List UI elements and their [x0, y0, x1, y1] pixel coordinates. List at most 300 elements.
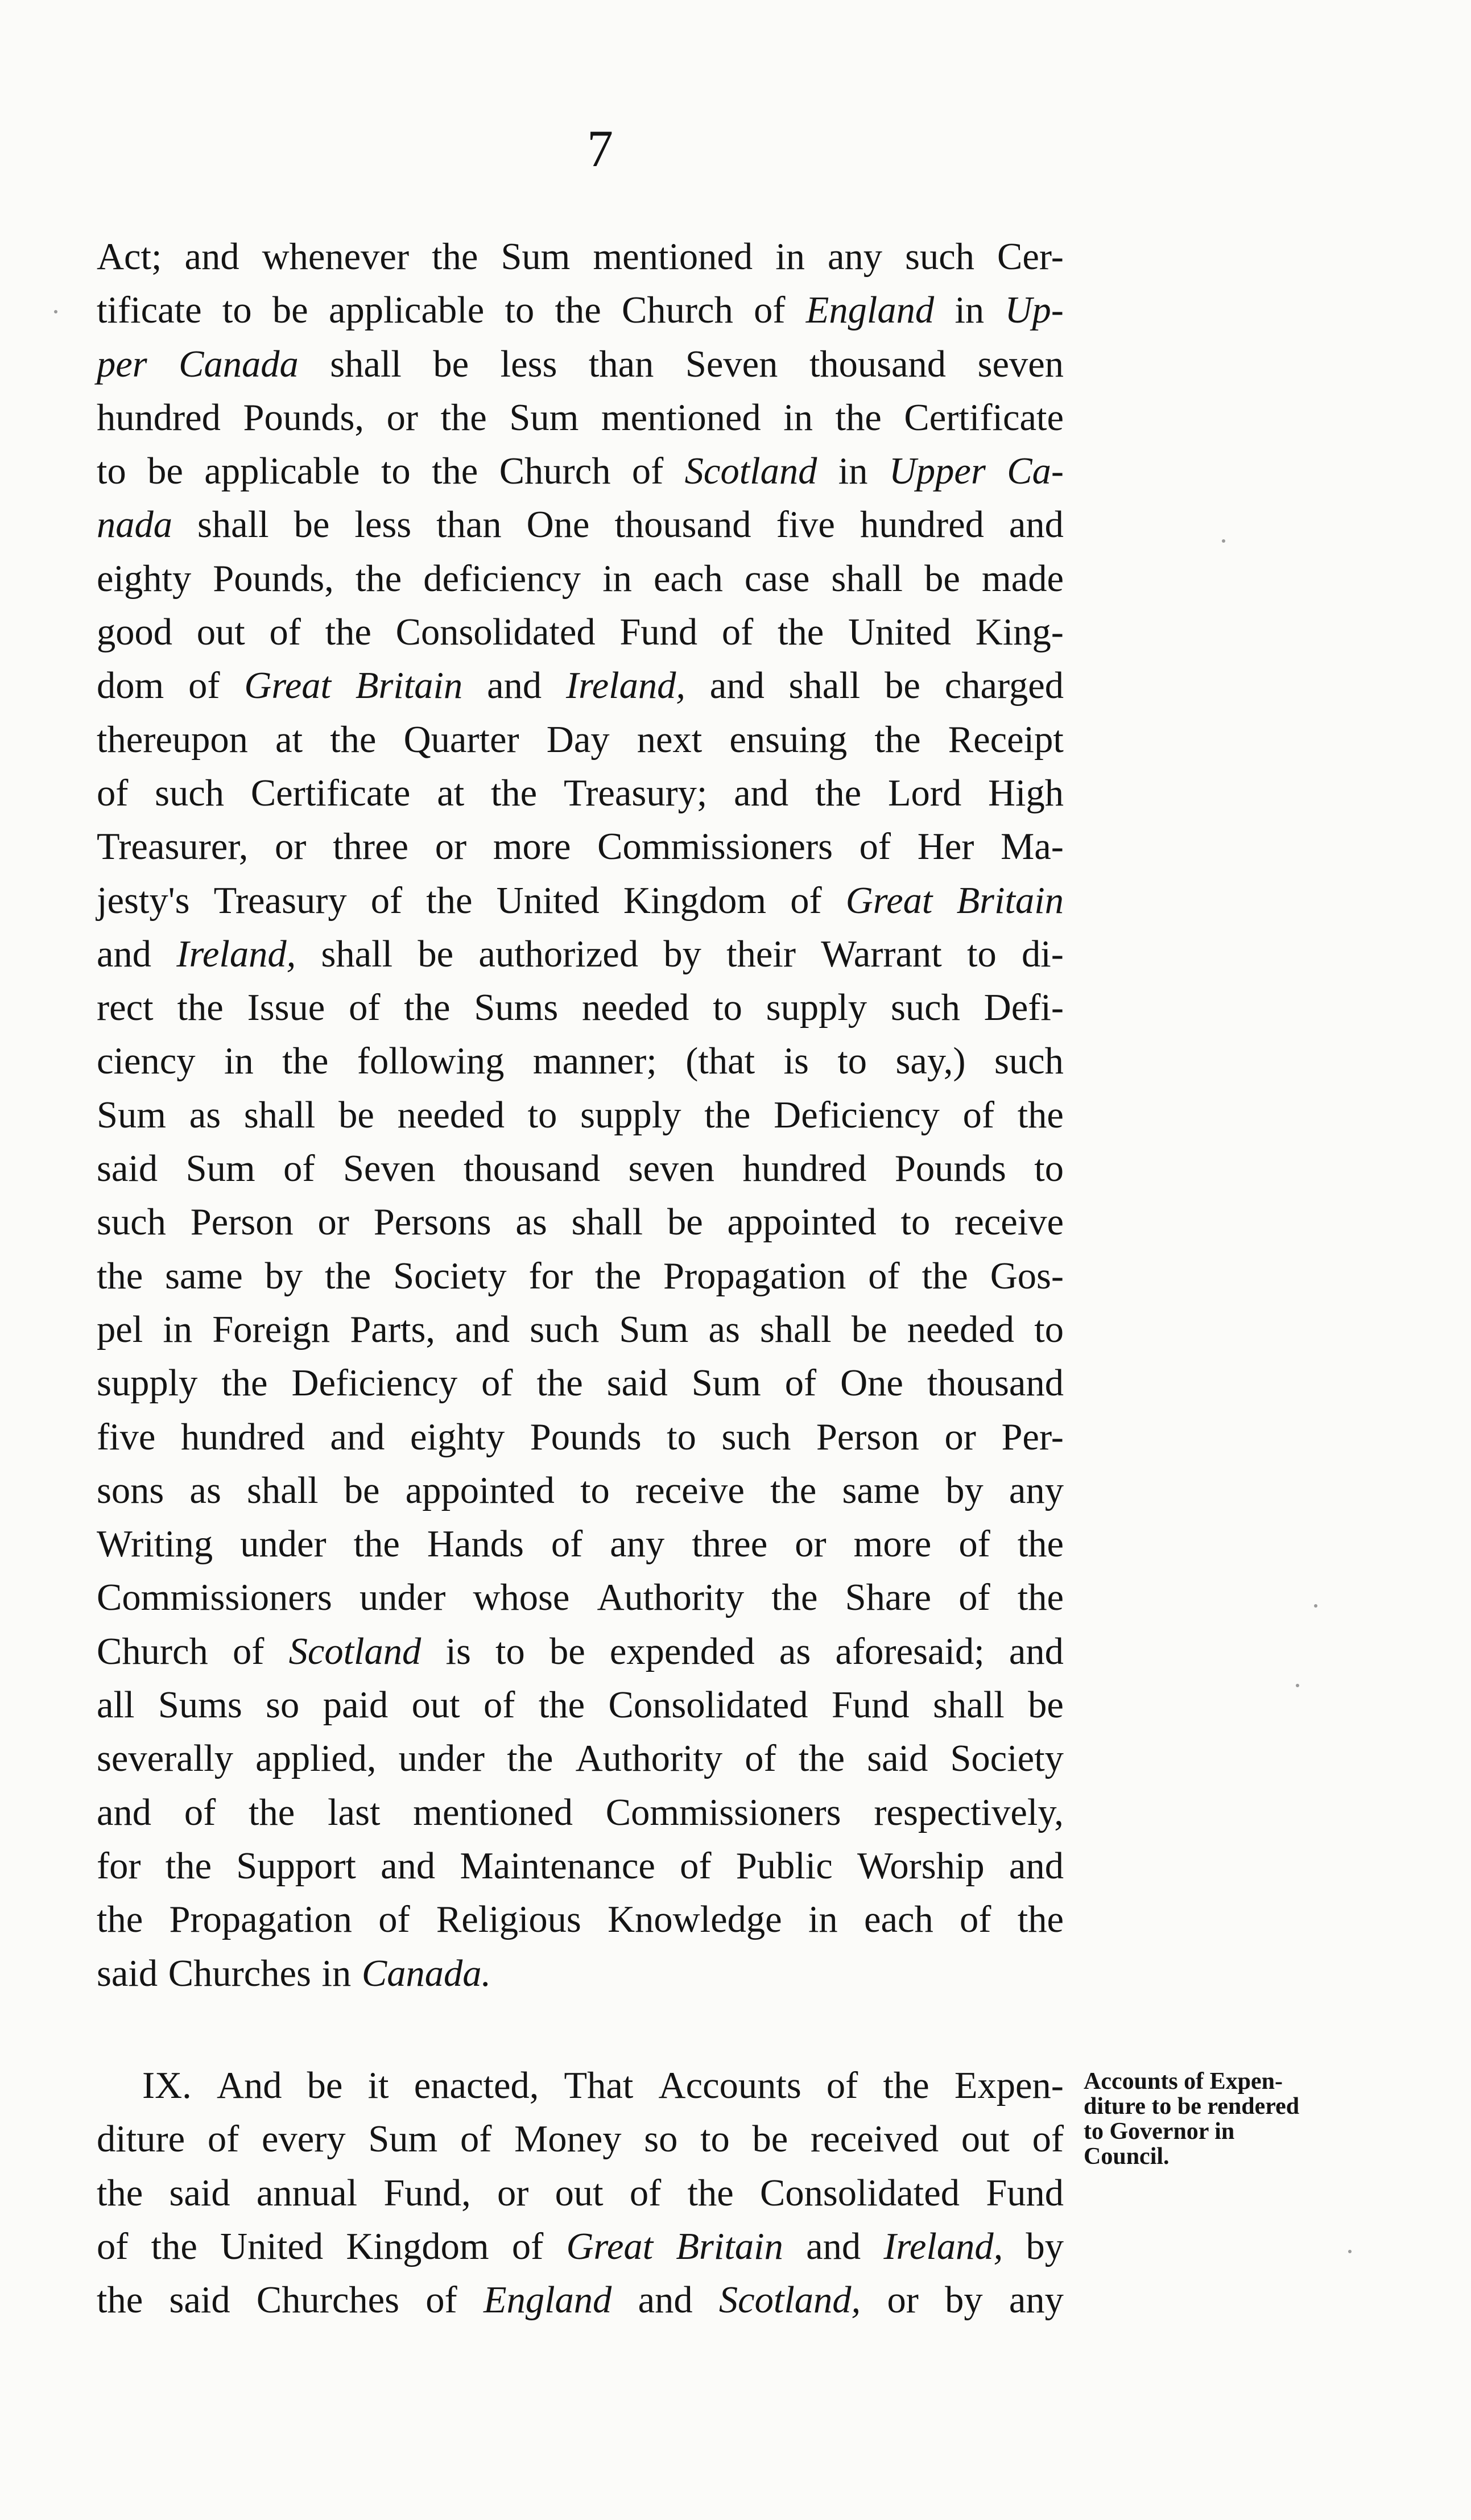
word: or	[497, 2172, 529, 2214]
word: received	[810, 2118, 939, 2160]
word: as	[189, 1094, 221, 1136]
word: the	[1017, 1094, 1064, 1136]
word: Persons	[373, 1201, 491, 1244]
word: the	[97, 2279, 143, 2321]
marginal-note-line: Accounts of Expen-	[1084, 2068, 1283, 2095]
word: to	[381, 451, 411, 493]
word: and	[381, 1845, 436, 1887]
word: of	[868, 1255, 900, 1297]
marginal-note	[1084, 2069, 1436, 2169]
word: Person	[816, 1416, 919, 1458]
text-line	[97, 1786, 1064, 1840]
word: the	[490, 772, 538, 814]
word: in	[163, 1308, 193, 1350]
word: the	[536, 1362, 583, 1404]
word: di-	[1022, 933, 1064, 975]
word: ciency	[97, 1040, 196, 1083]
word: tificate	[97, 290, 202, 332]
word: in	[838, 451, 868, 493]
word: than	[588, 343, 654, 385]
word: of	[745, 1738, 776, 1780]
text-line	[97, 284, 1064, 337]
page-number: 7	[587, 119, 613, 177]
word: the	[151, 2225, 197, 2267]
word: same	[165, 1255, 243, 1297]
text-line	[97, 1357, 1064, 1410]
print-speck	[1296, 1684, 1299, 1687]
word: by	[945, 1469, 984, 1511]
word: appointed	[405, 1469, 555, 1511]
word: of	[511, 2225, 544, 2267]
word: of	[97, 2225, 129, 2267]
word: the	[555, 290, 601, 332]
word: supply	[580, 1094, 681, 1136]
word: following	[357, 1040, 505, 1083]
word: Consolidated	[760, 2172, 960, 2214]
word: aforesaid;	[835, 1630, 985, 1672]
word: Kingdom	[623, 879, 767, 922]
word: any	[828, 236, 883, 278]
word: of	[269, 612, 301, 654]
word: enacted,	[414, 2065, 539, 2106]
word: Ca-	[1007, 451, 1064, 493]
word: Authority	[597, 1577, 745, 1619]
word: said	[867, 1738, 928, 1780]
word: Upper	[889, 451, 986, 493]
word: supply	[766, 987, 867, 1029]
word: shall	[760, 1308, 832, 1350]
word: than	[436, 504, 502, 546]
text-line	[97, 1196, 1064, 1249]
word: shall	[330, 343, 402, 385]
word: King-	[975, 612, 1064, 654]
word: England	[805, 290, 935, 332]
word: severally	[97, 1738, 234, 1780]
word: as	[189, 1469, 221, 1511]
word: such	[530, 1308, 600, 1350]
word: of	[97, 772, 129, 814]
word: such	[97, 1201, 166, 1244]
word: paid	[323, 1684, 389, 1726]
word: said	[169, 2172, 230, 2214]
word: Pounds,	[213, 557, 334, 600]
text-line	[97, 767, 1064, 820]
word: three	[692, 1523, 768, 1565]
word: Pounds,	[243, 396, 364, 439]
word: of	[960, 1899, 991, 1941]
word: authorized	[478, 933, 639, 975]
word: and	[455, 1308, 510, 1350]
word: in	[321, 1952, 352, 1994]
word: needed	[397, 1094, 505, 1136]
word: for	[97, 1845, 141, 1887]
word: be	[851, 1308, 887, 1350]
word: shall	[246, 1469, 319, 1511]
word: for	[528, 1255, 573, 1297]
word: or	[795, 1523, 827, 1565]
word: to	[580, 1469, 610, 1511]
text-line	[97, 552, 1064, 606]
word: all	[97, 1684, 135, 1726]
word: by	[1026, 2225, 1064, 2267]
word: to	[837, 1040, 867, 1083]
word: Hands	[427, 1523, 524, 1565]
word: seven	[628, 1148, 714, 1190]
word: of	[680, 1845, 712, 1887]
word: Great	[845, 879, 933, 922]
word: Scotland,	[718, 2279, 861, 2321]
word: Ma-	[1001, 826, 1064, 868]
word: Money	[514, 2118, 622, 2160]
word: be	[924, 557, 960, 600]
word: be	[307, 2065, 343, 2106]
word: Propagation	[169, 1899, 352, 1941]
text-line	[97, 981, 1064, 1035]
word: to	[900, 1201, 931, 1244]
word: Authority	[575, 1738, 723, 1780]
word: the	[432, 236, 478, 278]
word: Treasury	[213, 879, 347, 922]
word: dom	[97, 665, 164, 707]
word: Pounds	[530, 1416, 642, 1458]
word: thousand	[463, 1148, 601, 1190]
word: as	[779, 1630, 811, 1672]
word: Writing	[97, 1523, 213, 1565]
word: and	[97, 933, 152, 975]
word: Public	[736, 1845, 833, 1887]
word: in	[808, 1899, 838, 1941]
word: be	[344, 1469, 380, 1511]
word: eighty	[410, 1416, 505, 1458]
word: be	[885, 665, 920, 707]
word: Sum	[185, 1148, 255, 1190]
word: same	[842, 1469, 920, 1511]
word: of	[962, 1094, 994, 1136]
word: the	[97, 2172, 143, 2214]
word: and	[97, 1791, 152, 1833]
word: shall	[933, 1684, 1005, 1726]
word: Sum	[509, 396, 579, 439]
word: Issue	[247, 987, 325, 1029]
word: mentioned	[601, 396, 761, 439]
word: Quarter	[403, 718, 519, 761]
text-line	[97, 928, 1064, 981]
word: applied,	[255, 1738, 377, 1780]
word: IX.	[142, 2065, 192, 2106]
word: of	[378, 1899, 410, 1941]
word: by	[945, 2279, 983, 2321]
word: shall	[321, 933, 393, 975]
word: the	[426, 879, 473, 922]
word: mentioned	[593, 236, 753, 278]
marginal-note-line: to Governor in	[1084, 2118, 1235, 2145]
word: three	[333, 826, 409, 868]
word: Deficiency	[774, 1094, 940, 1136]
word: the	[177, 987, 224, 1029]
word: each	[863, 1899, 933, 1941]
text-line	[97, 2059, 1064, 2113]
word: and	[1009, 1845, 1064, 1887]
word: Seven	[342, 1148, 436, 1190]
text-line	[97, 1732, 1064, 1786]
word: applicable	[328, 290, 485, 332]
word: England	[483, 2279, 612, 2321]
text-line	[97, 445, 1064, 498]
text-line	[97, 2113, 1064, 2166]
text-line	[97, 1142, 1064, 1196]
word: of	[188, 665, 220, 707]
word: thousand	[614, 504, 751, 546]
word: the	[922, 1255, 968, 1297]
word: the	[432, 451, 478, 493]
word: shall	[243, 1094, 316, 1136]
word: Deficiency	[291, 1362, 458, 1404]
word: Share	[845, 1577, 932, 1619]
text-line	[97, 713, 1064, 767]
word: needed	[582, 987, 689, 1029]
word: to	[97, 451, 126, 493]
word: any	[610, 1523, 665, 1565]
word: High	[987, 772, 1064, 814]
text-line	[97, 606, 1064, 659]
word: Britain	[355, 665, 463, 707]
word: nada	[97, 504, 172, 546]
word: by	[265, 1255, 303, 1297]
word: in	[602, 557, 632, 600]
word: to	[713, 987, 742, 1029]
word: Per-	[1001, 1416, 1064, 1458]
word: less	[354, 504, 412, 546]
word: thousand	[809, 343, 947, 385]
word: Cer-	[997, 236, 1064, 278]
print-speck	[1222, 539, 1225, 543]
print-speck	[1348, 2250, 1352, 2253]
word: Warrant	[821, 933, 942, 975]
text-line	[97, 338, 1064, 391]
word: under	[240, 1523, 327, 1565]
word: of	[754, 290, 786, 332]
word: at	[437, 772, 465, 814]
word: any	[1009, 2279, 1064, 2321]
word: Up-	[1005, 290, 1064, 332]
word: One	[526, 504, 590, 546]
word: jesty's	[97, 879, 190, 922]
word: the	[594, 1255, 642, 1297]
word: Sum	[97, 1094, 166, 1136]
word: That	[564, 2065, 634, 2106]
word: the	[165, 1845, 212, 1887]
word: the	[874, 718, 921, 761]
word: each	[654, 557, 723, 600]
word: under	[398, 1738, 485, 1780]
word: the	[507, 1738, 553, 1780]
marginal-note-line: Council.	[1084, 2143, 1170, 2170]
text-line	[97, 1679, 1064, 1732]
word: said	[606, 1362, 668, 1404]
marginal-note-line: diture to be rendered	[1084, 2093, 1300, 2120]
word: of	[283, 1148, 315, 1190]
word: Great	[566, 2225, 654, 2267]
word: respectively,	[874, 1791, 1064, 1833]
word: the	[704, 1094, 751, 1136]
paragraph-clergy-reserves-deficiency	[97, 230, 1064, 2001]
word: so	[266, 1684, 300, 1726]
word: Commissioners	[97, 1577, 332, 1619]
word: their	[726, 933, 796, 975]
word: Fund	[619, 612, 698, 654]
word: ensuing	[729, 718, 848, 761]
word: five	[776, 504, 835, 546]
word: Britain	[676, 2225, 783, 2267]
word: Fund	[986, 2172, 1064, 2214]
text-line	[97, 1893, 1064, 1947]
word: shall	[571, 1201, 643, 1244]
word: of	[370, 879, 403, 922]
word: Accounts	[658, 2065, 801, 2106]
word: receive	[635, 1469, 745, 1511]
word: out	[411, 1684, 460, 1726]
word: case	[744, 557, 810, 600]
word: to	[527, 1094, 557, 1136]
word: of	[460, 2118, 492, 2160]
word: the	[1017, 1523, 1064, 1565]
word: and	[734, 772, 789, 814]
word: thereupon	[97, 718, 248, 761]
word: out	[196, 612, 245, 654]
word: shall	[831, 557, 903, 600]
word: Treasury;	[563, 772, 708, 814]
word: of	[207, 2118, 239, 2160]
word: by	[663, 933, 701, 975]
word: the	[97, 1899, 143, 1941]
word: be	[338, 1094, 374, 1136]
word: the	[798, 1738, 845, 1780]
word: Receipt	[948, 718, 1064, 761]
word: Canada	[179, 343, 299, 385]
word: of	[958, 1523, 990, 1565]
word: supply	[97, 1362, 198, 1404]
word: or	[435, 826, 467, 868]
word: Sum	[368, 2118, 438, 2160]
word: sons	[97, 1469, 164, 1511]
word: it	[367, 2065, 389, 2106]
word: Sums	[158, 1684, 242, 1726]
word: made	[981, 557, 1064, 600]
word: in	[224, 1040, 254, 1083]
word: the	[440, 396, 487, 439]
word: shall	[788, 665, 861, 707]
word: of	[958, 1577, 990, 1619]
word: whose	[473, 1577, 570, 1619]
word: and	[709, 665, 765, 707]
word: the	[221, 1362, 268, 1404]
text-line	[97, 1250, 1064, 1303]
text-line	[97, 2167, 1064, 2220]
word: Her	[917, 826, 974, 868]
word: to	[967, 933, 997, 975]
word: good	[97, 612, 172, 654]
word: Britain	[956, 879, 1064, 922]
word: the	[249, 1791, 295, 1833]
word: of	[484, 1684, 515, 1726]
word: the	[282, 1040, 329, 1083]
word: receive	[955, 1201, 1064, 1244]
word: Maintenance	[460, 1845, 655, 1887]
word: Churches	[168, 1952, 311, 1994]
word: rect	[97, 987, 154, 1029]
word: Support	[236, 1845, 356, 1887]
word: the	[815, 772, 862, 814]
word: as	[515, 1201, 547, 1244]
word: eighty	[97, 557, 192, 600]
word: be	[433, 343, 469, 385]
word: is	[445, 1630, 471, 1672]
word: be	[1028, 1684, 1064, 1726]
word: out	[555, 2172, 604, 2214]
word: the	[777, 612, 824, 654]
text-line	[97, 1089, 1064, 1142]
word: Sum	[691, 1362, 761, 1404]
word: Society	[950, 1738, 1064, 1780]
text-line	[97, 874, 1064, 928]
word: such	[994, 1040, 1064, 1083]
word: Kingdom	[346, 2225, 489, 2267]
word: to	[1034, 1308, 1064, 1350]
word: such	[890, 987, 960, 1029]
word: or	[944, 1416, 976, 1458]
word: per	[97, 343, 147, 385]
word: and	[806, 2225, 861, 2267]
word: of	[481, 1362, 513, 1404]
word: deficiency	[423, 557, 581, 600]
word: of	[631, 451, 664, 493]
word: Church	[97, 1630, 208, 1672]
word: of	[349, 987, 381, 1029]
word: of	[425, 2279, 457, 2321]
word: be	[752, 2118, 788, 2160]
text-line	[97, 230, 1064, 284]
word: the	[404, 987, 451, 1029]
word: to	[505, 290, 535, 332]
word: shall	[197, 504, 269, 546]
word: less	[500, 343, 557, 385]
word: Ireland,	[176, 933, 296, 975]
word: the	[1017, 1577, 1064, 1619]
word: or	[275, 826, 307, 868]
text-line	[97, 1571, 1064, 1625]
text-line	[97, 1625, 1064, 1679]
word: Expen-	[954, 2065, 1064, 2106]
word: in	[775, 236, 805, 278]
word: out	[961, 2118, 1010, 2160]
text-line	[97, 820, 1064, 874]
text-line	[97, 391, 1064, 445]
word: Ireland,	[883, 2225, 1003, 2267]
word: any	[1009, 1469, 1064, 1511]
word: (that	[685, 1040, 755, 1083]
word: Foreign	[212, 1308, 330, 1350]
word: Church	[622, 290, 733, 332]
word: Great	[244, 665, 332, 707]
word: Defi-	[984, 987, 1064, 1029]
word: Gos-	[990, 1255, 1064, 1297]
word: Scotland	[684, 451, 817, 493]
word: pel	[97, 1308, 143, 1350]
word: Day	[546, 718, 610, 761]
word: United	[496, 879, 600, 922]
word: hundred	[742, 1148, 867, 1190]
word: Consolidated	[608, 1684, 808, 1726]
